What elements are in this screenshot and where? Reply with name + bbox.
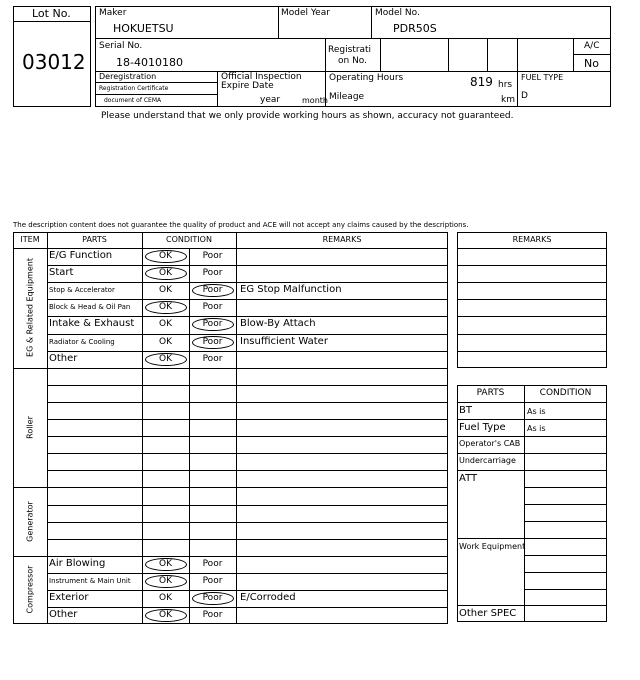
group-label: EG & Related Equipment xyxy=(25,257,35,357)
table-row xyxy=(47,419,448,436)
ok-option[interactable]: OK xyxy=(159,558,172,569)
km-label: km xyxy=(501,95,515,105)
poor-option[interactable]: Poor xyxy=(202,610,223,621)
model-no-value: PDR50S xyxy=(393,22,437,35)
year-label: year xyxy=(260,95,281,105)
ok-option[interactable]: OK xyxy=(159,593,172,603)
table-row xyxy=(47,265,448,282)
table-row xyxy=(47,607,448,624)
part-name: Instrument & Main Unit xyxy=(49,576,131,585)
remark-text: EG Stop Malfunction xyxy=(240,284,342,296)
poor-option[interactable]: Poor xyxy=(202,302,223,313)
inspection-label-2: Expire Date xyxy=(221,81,274,91)
col-item-header: ITEM xyxy=(20,235,40,244)
col-remarks-header: REMARKS xyxy=(322,235,362,244)
operating-hours-value: 819 xyxy=(470,75,493,89)
part-name: Air Blowing xyxy=(49,557,106,569)
maker-value: HOKUETSU xyxy=(113,22,174,35)
selection-circle xyxy=(145,353,187,366)
model-no-label: Model No. xyxy=(375,8,420,18)
group-label: Roller xyxy=(25,415,35,439)
right-part-name: Work Equipment xyxy=(459,542,526,551)
ok-option[interactable]: OK xyxy=(159,251,172,261)
cema-label: document of CEMA xyxy=(104,97,162,104)
month-label: month xyxy=(302,96,328,105)
remarks-row-line xyxy=(457,265,607,266)
poor-option[interactable]: Poor xyxy=(202,319,223,330)
poor-option[interactable]: Poor xyxy=(202,558,223,569)
ok-option[interactable]: OK xyxy=(159,302,172,313)
serial-value: 18-4010180 xyxy=(116,56,183,69)
remarks-row-line xyxy=(457,282,607,283)
mileage-label: Mileage xyxy=(329,92,365,102)
remarks-row-line xyxy=(457,299,607,300)
hrs-label: hrs xyxy=(498,80,513,90)
deregistration-label: Deregistration xyxy=(99,72,157,81)
part-name: Start xyxy=(49,267,74,279)
table-row xyxy=(47,351,448,368)
ok-option[interactable]: OK xyxy=(159,575,172,586)
part-name: Exterior xyxy=(49,592,89,603)
poor-option[interactable]: Poor xyxy=(202,593,223,603)
part-name: Intake & Exhaust xyxy=(49,318,135,330)
registration-certificate-label: Registration Certificate xyxy=(99,85,169,92)
right-part-condition: As is xyxy=(527,407,546,416)
inspection-label-1: Official Inspection xyxy=(221,72,302,82)
right-part-name: ATT xyxy=(459,473,478,484)
part-name: Radiator & Cooling xyxy=(49,337,115,346)
maker-label: Maker xyxy=(99,8,127,18)
registration-label-1: Registrati xyxy=(328,45,372,55)
table-row xyxy=(47,487,448,504)
remark-text: E/Corroded xyxy=(240,592,296,603)
remarks-row-line xyxy=(457,248,607,249)
col-parts-header: PARTS xyxy=(82,235,107,244)
hours-notice: Please understand that we only provide working hours as shown, accuracy not guaranteed. xyxy=(101,111,514,121)
remarks-row-line xyxy=(457,316,607,317)
selection-circle xyxy=(145,575,187,588)
poor-option[interactable]: Poor xyxy=(202,353,223,364)
remarks-row-line xyxy=(457,334,607,335)
selection-circle xyxy=(192,336,234,349)
right-part-condition: As is xyxy=(527,424,546,433)
poor-option[interactable]: Poor xyxy=(202,336,223,347)
lot-number: 03012 xyxy=(22,50,86,74)
right-part-name: BT xyxy=(459,405,472,416)
selection-circle xyxy=(145,250,187,263)
disclaimer: The description content does not guarantee the quality of product and ACE will not accept any claims caused by the descriptions. xyxy=(13,221,469,229)
ok-option[interactable]: OK xyxy=(159,610,172,621)
condition-col-header: CONDITION xyxy=(539,388,592,398)
model-year-label: Model Year xyxy=(281,8,330,18)
poor-option[interactable]: Poor xyxy=(202,285,223,296)
table-row xyxy=(47,505,448,522)
right-part-name: Operator's CAB xyxy=(459,439,521,448)
registration-label-2: on No. xyxy=(338,56,368,66)
selection-circle xyxy=(145,558,187,571)
selection-circle xyxy=(145,609,187,622)
table-row xyxy=(47,556,448,573)
right-part-name: Other SPEC xyxy=(459,608,517,619)
ac-value: No xyxy=(584,57,599,70)
poor-option[interactable]: Poor xyxy=(202,268,223,279)
poor-option[interactable]: Poor xyxy=(202,251,223,261)
remarks-row-line xyxy=(457,351,607,352)
ok-option[interactable]: OK xyxy=(159,319,172,330)
remark-text: Blow-By Attach xyxy=(240,318,316,330)
parts-col-header: PARTS xyxy=(476,388,505,398)
serial-label: Serial No. xyxy=(99,41,143,51)
table-row xyxy=(47,539,448,556)
ok-option[interactable]: OK xyxy=(159,353,172,364)
part-name: Other xyxy=(49,609,78,621)
right-part-name: Fuel Type xyxy=(459,422,506,433)
lot-label: Lot No. xyxy=(32,7,71,20)
table-row xyxy=(47,453,448,470)
part-name: E/G Function xyxy=(49,250,113,261)
operating-hours-label: Operating Hours xyxy=(329,73,404,83)
ok-option[interactable]: OK xyxy=(159,268,172,279)
table-row xyxy=(47,470,448,487)
fuel-type-label: FUEL TYPE xyxy=(521,73,564,82)
part-name: Other xyxy=(49,352,78,364)
fuel-type-value: D xyxy=(521,91,528,101)
ok-option[interactable]: OK xyxy=(159,336,172,347)
table-row xyxy=(47,402,448,419)
table-row xyxy=(47,522,448,539)
right-part-name: Undercarriage xyxy=(459,456,516,465)
selection-circle xyxy=(145,267,187,280)
part-name: Block & Head & Oil Pan xyxy=(49,303,131,312)
part-name: Stop & Accelerator xyxy=(49,286,115,295)
poor-option[interactable]: Poor xyxy=(202,575,223,586)
table-row xyxy=(47,385,448,402)
ok-option[interactable]: OK xyxy=(159,285,172,296)
remark-text: Insufficient Water xyxy=(240,335,328,347)
group-label: Generator xyxy=(25,500,35,542)
col-condition-header: CONDITION xyxy=(166,235,212,244)
ac-label: A/C xyxy=(584,41,600,51)
table-row xyxy=(47,368,448,385)
table-row xyxy=(47,436,448,453)
selection-circle xyxy=(192,592,234,605)
group-label: Compressor xyxy=(25,565,35,614)
remarks-header: REMARKS xyxy=(512,235,552,244)
